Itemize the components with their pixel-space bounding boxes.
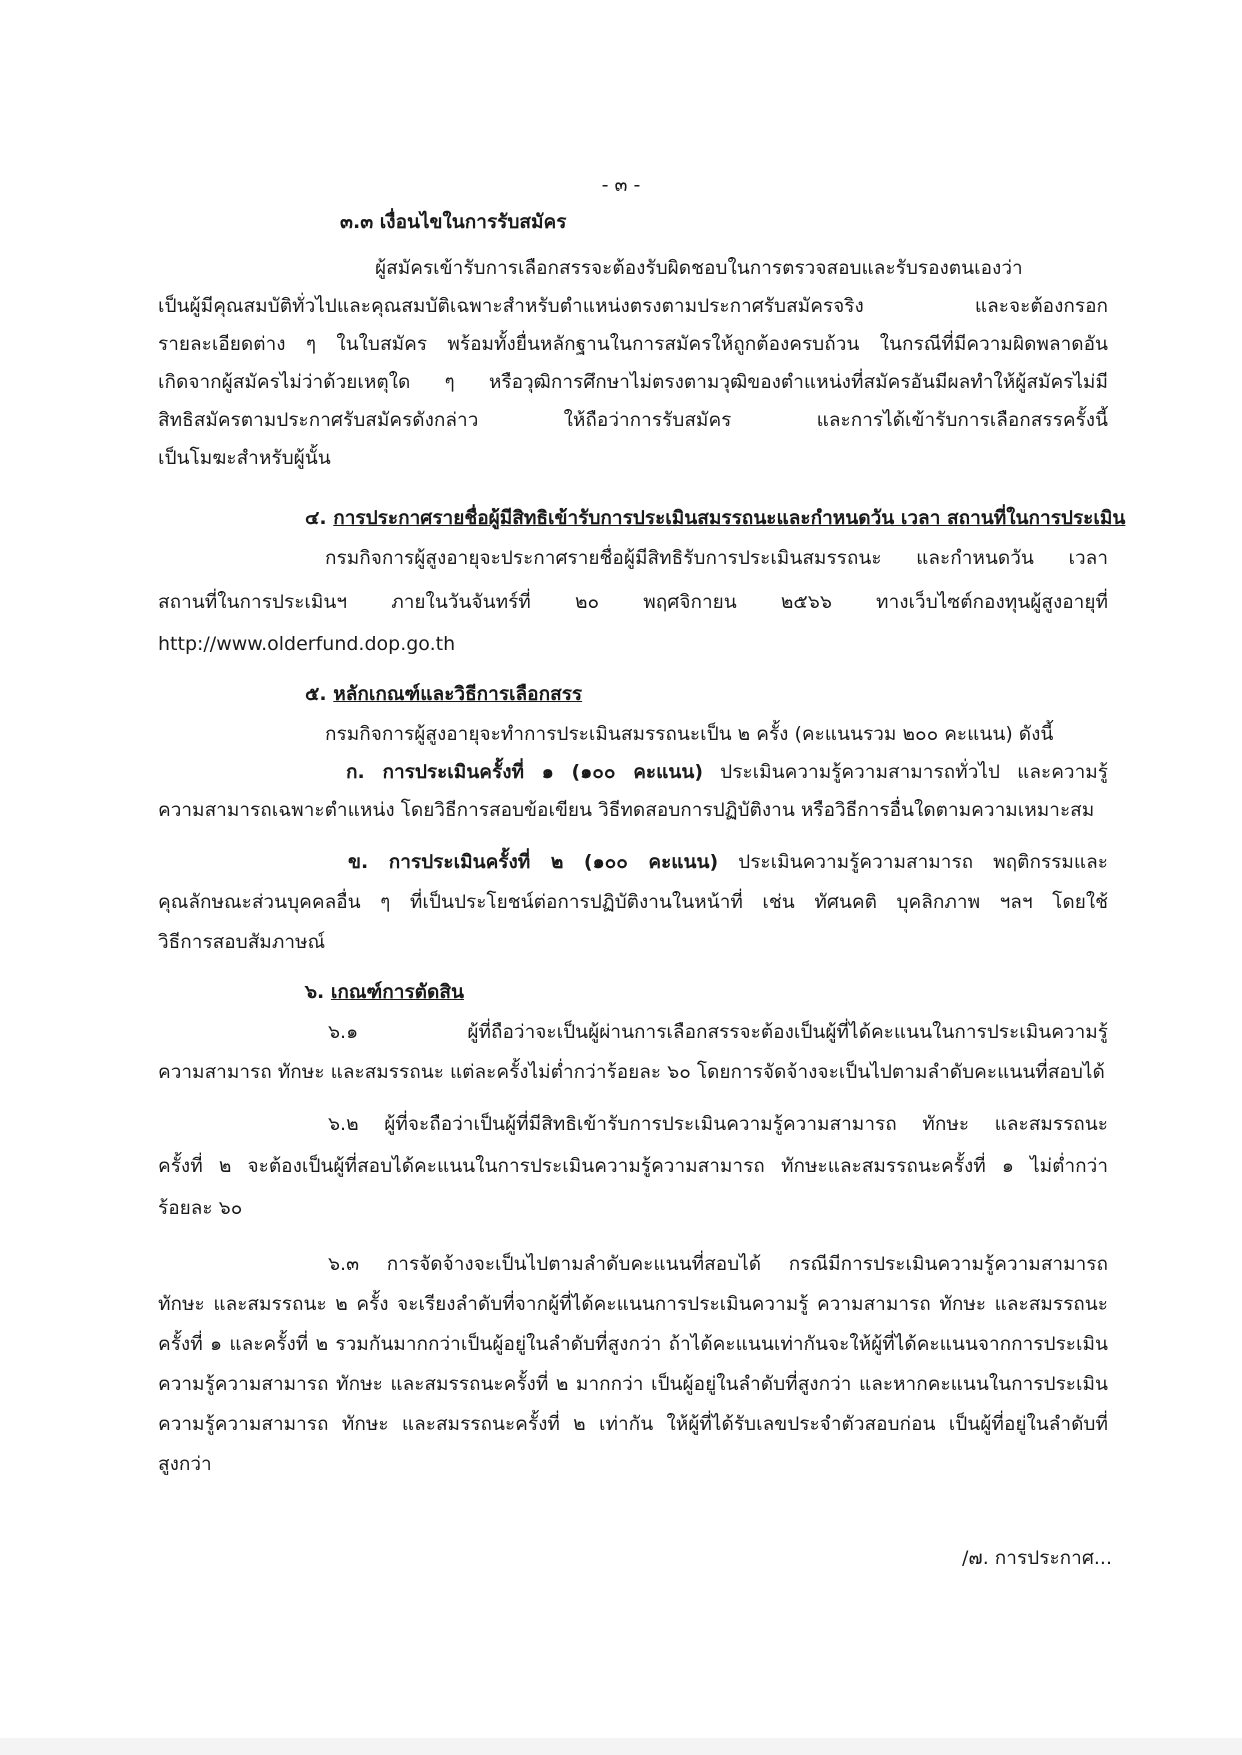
section-5-a-text: ประเมินความรู้ความสามารถทั่วไป และความรู้ (720, 761, 1108, 783)
section-6-title: เกณฑ์การตัดสิน (330, 981, 464, 1003)
section-5-number: ๕. (305, 683, 327, 705)
section-3-3-heading: ๓.๓ เงื่อนไขในการรับสมัคร (340, 211, 567, 233)
section-5-title: หลักเกณฑ์และวิธีการเลือกสรร (333, 683, 583, 705)
section-4-number: ๔. (305, 507, 327, 529)
section-6-3-line-2: ทักษะ และสมรรถนะ ๒ ครั้ง จะเรียงลำดับที่จากผู้ที่ได้คะแนนการประเมินความรู้ ความสามารถ ทักษะ และสมรรถนะ (158, 1293, 1108, 1315)
section-3-3-line-3: รายละเอียดต่าง ๆ ในใบสมัคร พร้อมทั้งยื่นหลักฐานในการสมัครให้ถูกต้องครบถ้วน ในกรณีที่มีความผิดพลาดอัน (158, 333, 1108, 355)
section-5-b-text: ประเมินความรู้ความสามารถ พฤติกรรมและ (738, 851, 1109, 873)
section-5-a-line-1 (346, 758, 1108, 786)
section-6-heading (305, 978, 464, 1006)
section-4-url: http://www.olderfund.dop.go.th (158, 633, 456, 655)
section-6-2-line-2: ครั้งที่ ๒ จะต้องเป็นผู้ที่สอบได้คะแนนในการประเมินความรู้ความสามารถ ทักษะและสมรรถนะครั้งที่ ๑ ไม่ต่ำกว่า (158, 1155, 1108, 1177)
section-6-3-line-6: สูงกว่า (158, 1453, 212, 1475)
section-6-2-line-3: ร้อยละ ๖๐ (158, 1197, 243, 1219)
section-3-3-line-2: เป็นผู้มีคุณสมบัติทั่วไปและคุณสมบัติเฉพาะสำหรับตำแหน่งตรงตามประกาศรับสมัครจริง และจะต้องกรอก (158, 295, 1108, 317)
section-5-a-line-2: ความสามารถเฉพาะตำแหน่ง โดยวิธีการสอบข้อเขียน วิธีทดสอบการปฏิบัติงาน หรือวิธีการอื่นใดตามความเหมาะสม (158, 799, 1095, 821)
section-6-1-line-1: ๖.๑ ผู้ที่ถือว่าจะเป็นผู้ผ่านการเลือกสรรจะต้องเป็นผู้ที่ได้คะแนนในการประเมินความรู้ (328, 1021, 1108, 1043)
section-5-b-line-2: คุณลักษณะส่วนบุคคลอื่น ๆ ที่เป็นประโยชน์ต่อการปฏิบัติงานในหน้าที่ เช่น ทัศนคติ บุคลิกภาพ ฯลฯ โดยใช้ (158, 891, 1108, 913)
section-5-heading (305, 680, 582, 708)
section-3-3-line-6: เป็นโมฆะสำหรับผู้นั้น (158, 447, 331, 469)
section-3-3-line-4: เกิดจากผู้สมัครไม่ว่าด้วยเหตุใด ๆ หรือวุฒิการศึกษาไม่ตรงตามวุฒิของตำแหน่งที่สมัครอันมีผลทำให้ผู้สมัครไม่มี (158, 371, 1108, 393)
section-4-heading (305, 504, 1125, 532)
section-6-number: ๖. (305, 981, 325, 1003)
section-3-3-line-5: สิทธิสมัครตามประกาศรับสมัครดังกล่าว ให้ถือว่าการรับสมัคร และการได้เข้ารับการเลือกสรรครั้งนี้ (158, 409, 1108, 431)
section-4-line-2: สถานที่ในการประเมินฯ ภายในวันจันทร์ที่ ๒๐ พฤศจิกายน ๒๕๖๖ ทางเว็บไซต์กองทุนผู้สูงอายุที่ (158, 591, 1108, 613)
section-5-a-label: ก. การประเมินครั้งที่ ๑ (๑๐๐ คะแนน) (346, 761, 704, 783)
section-6-3-line-3: ครั้งที่ ๑ และครั้งที่ ๒ รวมกันมากกว่าเป็นผู้อยู่ในลำดับที่สูงกว่า ถ้าได้คะแนนเท่ากันจะให้ผู้ที่ได้คะแนนจากการประเมิน (158, 1333, 1108, 1355)
section-5-b-line-1 (348, 848, 1108, 876)
section-6-1-line-2: ความสามารถ ทักษะ และสมรรถนะ แต่ละครั้งไม่ต่ำกว่าร้อยละ ๖๐ โดยการจัดจ้างจะเป็นไปตามลำดับคะแนนที่สอบได้ (158, 1061, 1105, 1083)
continuation-note: /๗. การประกาศ... (962, 1547, 1112, 1569)
section-5-b-line-3: วิธีการสอบสัมภาษณ์ (158, 931, 326, 953)
section-6-3-line-4: ความรู้ความสามารถ ทักษะ และสมรรถนะครั้งที่ ๒ มากกว่า เป็นผู้อยู่ในลำดับที่สูงกว่า และหากคะแนนในการประเมิน (158, 1373, 1108, 1395)
section-3-3-line-1: ผู้สมัครเข้ารับการเลือกสรรจะต้องรับผิดชอบในการตรวจสอบและรับรองตนเองว่า (375, 257, 1023, 279)
section-6-3-line-1: ๖.๓ การจัดจ้างจะเป็นไปตามลำดับคะแนนที่สอบได้ กรณีมีการประเมินความรู้ความสามารถ (328, 1253, 1108, 1275)
section-6-3-line-5: ความรู้ความสามารถ ทักษะ และสมรรถนะครั้งที่ ๒ เท่ากัน ให้ผู้ที่ได้รับเลขประจำตัวสอบก่อน เป็นผู้ที่อยู่ในลำดับที่ (158, 1413, 1108, 1435)
section-4-title: การประกาศรายชื่อผู้มีสิทธิเข้ารับการประเมินสมรรถนะและกำหนดวัน เวลา สถานที่ในการประเมิน (333, 507, 1126, 529)
section-5-intro: กรมกิจการผู้สูงอายุจะทำการประเมินสมรรถนะเป็น ๒ ครั้ง (คะแนนรวม ๒๐๐ คะแนน) ดังนี้ (325, 723, 1054, 745)
section-5-b-label: ข. การประเมินครั้งที่ ๒ (๑๐๐ คะแนน) (348, 851, 719, 873)
page-number: - ๓ - (601, 174, 641, 196)
section-6-2-line-1: ๖.๒ ผู้ที่จะถือว่าเป็นผู้ที่มีสิทธิเข้ารับการประเมินความรู้ความสามารถ ทักษะ และสมรรถนะ (328, 1113, 1108, 1135)
scan-edge (0, 1738, 1242, 1755)
section-4-line-1: กรมกิจการผู้สูงอายุจะประกาศรายชื่อผู้มีสิทธิรับการประเมินสมรรถนะ และกำหนดวัน เวลา (325, 547, 1108, 569)
